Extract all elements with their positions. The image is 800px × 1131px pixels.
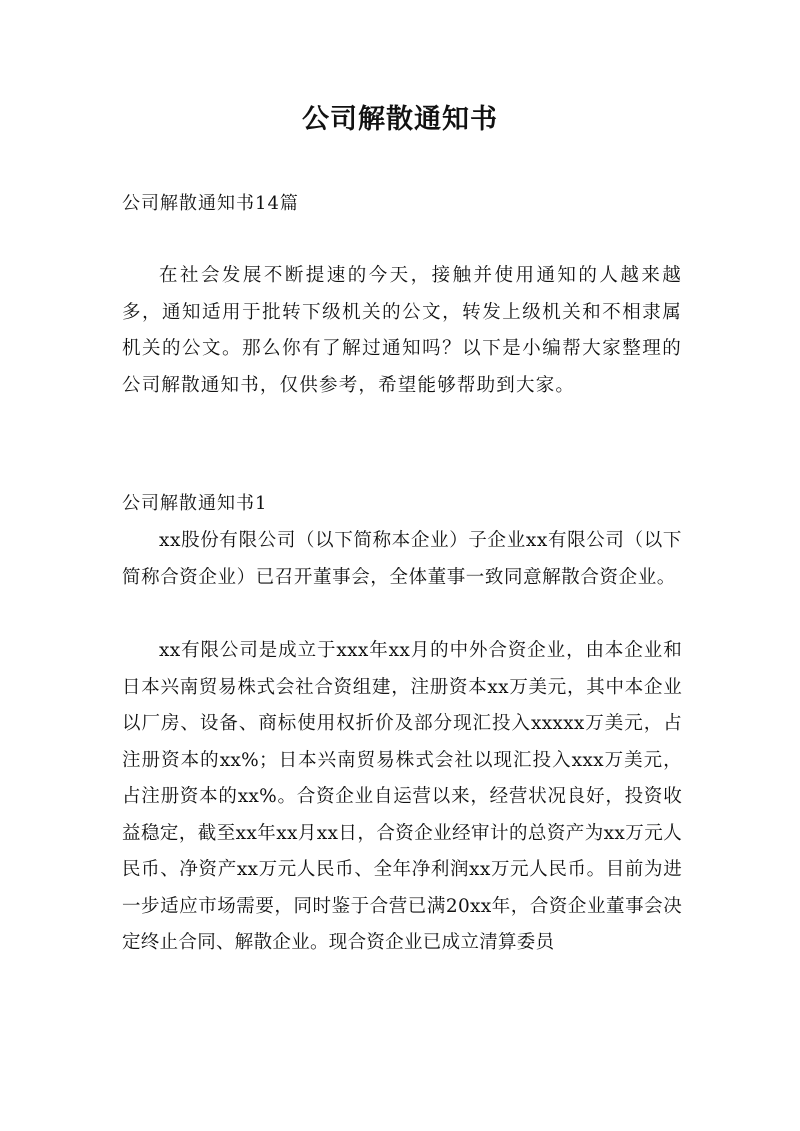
section-heading: 公司解散通知书1 bbox=[122, 493, 268, 514]
body-paragraph-2: xx有限公司是成立于xxx年xx月的中外合资企业，由本企业和日本兴南贸易株式会社合资组建，注册资本xx万美元，其中本企业以厂房、设备、商标使用权折价及部分现汇投入xxxxx万美元，占注册资本的xx%；日本兴南贸易株式会社以现汇投入xxx万美元，占注册资本的xx%。合资企业自运营以来，经营状况良好，投资收益稳定，截至xx年xx月xx日，合资企业经审计的总资产为xx万元人民币、净资产xx万元人民币、全年净利润xx万元人民币。目前为进一步适应市场需要，同时鉴于合营已满20xx年，合资企业董事会决定终止合同、解散企业。现合资企业已成立清算委员 bbox=[122, 640, 682, 953]
intro-paragraph: 在社会发展不断提速的今天，接触并使用通知的人越来越多，通知适用于批转下级机关的公文，转发上级机关和不相隶属机关的公文。那么你有了解过通知吗？以下是小编帮大家整理的公司解散通知书，仅供参考，希望能够帮助到大家。 bbox=[122, 265, 682, 396]
document-title: 公司解散通知书 bbox=[302, 104, 498, 135]
body-paragraph-1: xx股份有限公司（以下简称本企业）子企业xx有限公司（以下简称合资企业）已召开董事会，全体董事一致同意解散合资企业。 bbox=[122, 530, 682, 588]
document-subtitle: 公司解散通知书14篇 bbox=[122, 193, 299, 214]
